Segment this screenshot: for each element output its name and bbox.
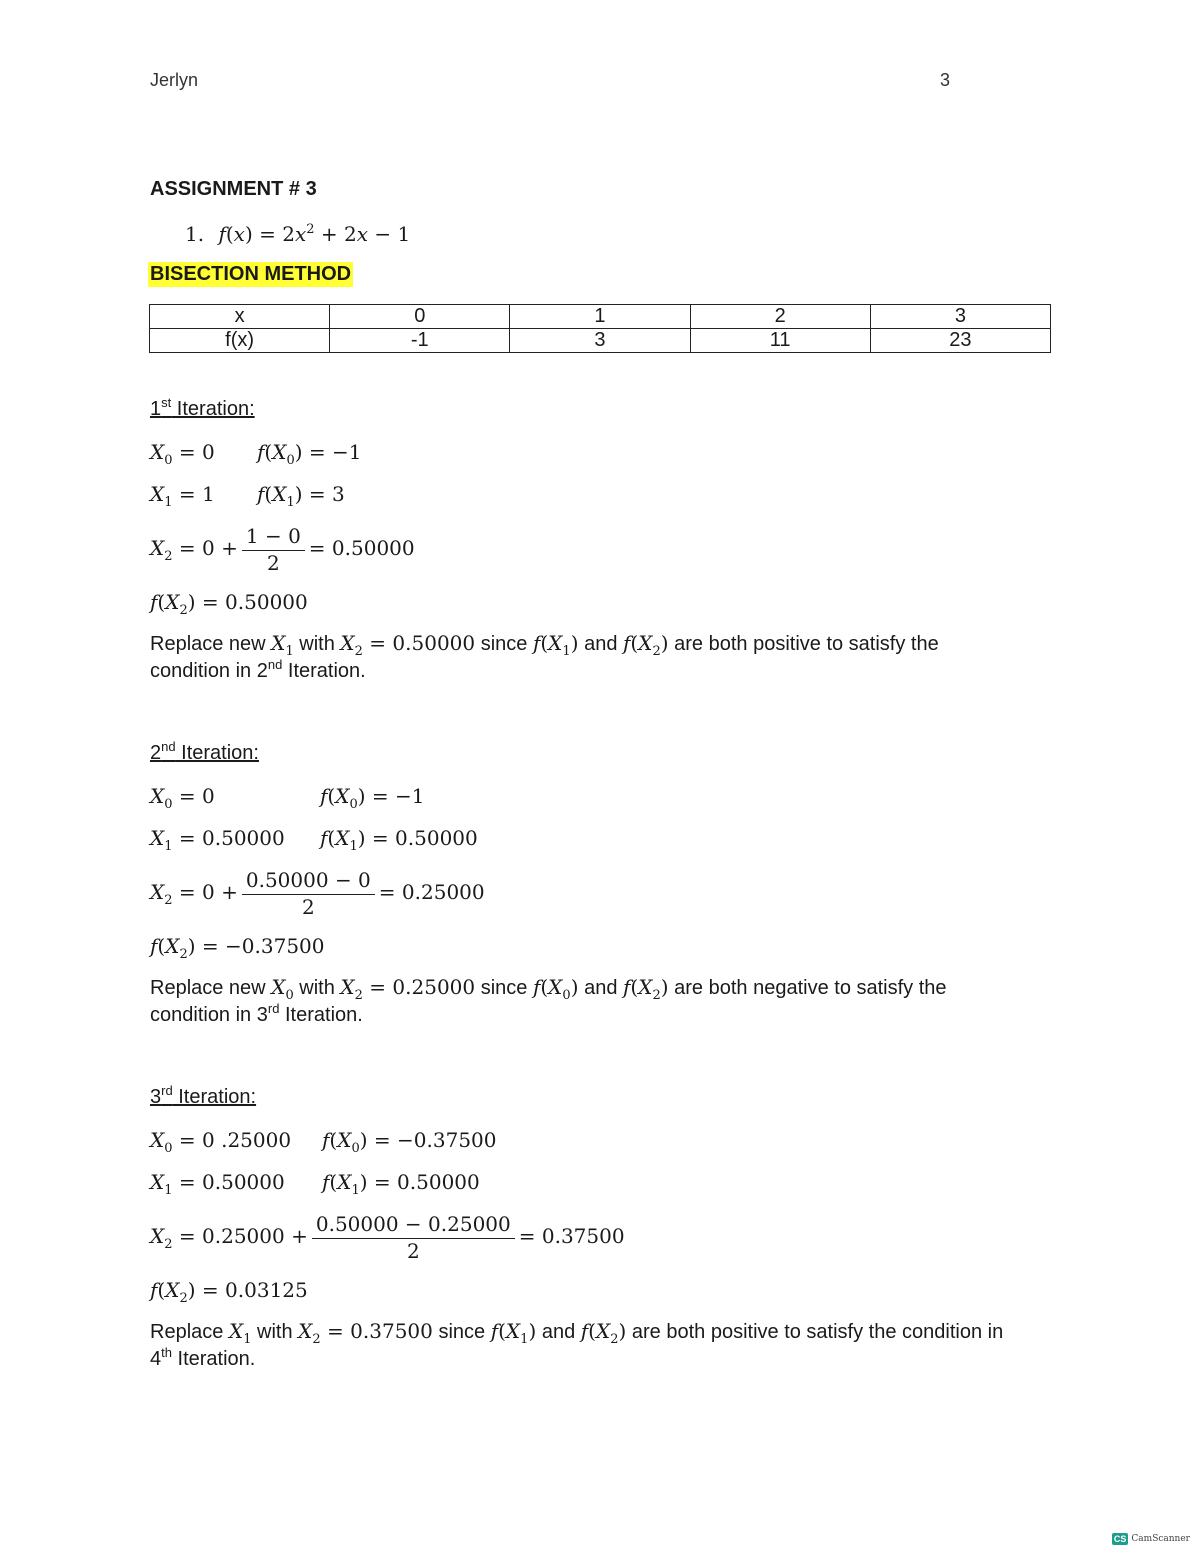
iteration-3-x2-formula: $X_2 = 0.25000$ + $\frac{0.50000 - 0.25000}{2}$ = 0.37500 xyxy=(150,1212,625,1263)
method-title: BISECTION METHOD xyxy=(150,263,352,285)
iteration-3-fx0: $f(X_0) = -0.37500$ xyxy=(322,1128,497,1156)
iteration-1-x0: $X_0 = 0$ xyxy=(150,440,215,468)
table-cell: -1 xyxy=(330,329,510,353)
camscanner-watermark xyxy=(1112,1533,1190,1545)
iteration-2-title: 2nd Iteration: xyxy=(150,739,259,764)
table-cell: 23 xyxy=(870,329,1050,353)
header-right-fragment: 3 xyxy=(940,70,951,90)
table-row-label: x xyxy=(150,305,330,329)
iteration-2-x0: $X_0 = 0$ xyxy=(150,784,215,812)
camscanner-brand: CamScanner xyxy=(1131,1534,1190,1544)
iteration-1-x2-formula: $X_2 = 0$ + $\frac{1 - 0}{2}$ = 0.50000 xyxy=(150,524,415,575)
table-cell: 11 xyxy=(690,329,870,353)
iteration-1-x1: $X_1 = 1$ xyxy=(150,482,215,510)
iteration-2-fraction: $\frac{0.50000 - 0}{2}$ xyxy=(242,868,375,919)
table-cell: 3 xyxy=(870,305,1050,329)
camscanner-logo-icon: CS xyxy=(1113,1534,1127,1544)
problem-statement: 1. $f(x) = 2x^2 + 2x - 1$ xyxy=(185,222,411,246)
iteration-3-fx1: $f(X_1) = 0.50000$ xyxy=(322,1170,480,1198)
iteration-3-x0: $X_0 = 0$ .25000 xyxy=(150,1128,292,1156)
table-cell: 0 xyxy=(330,305,510,329)
iteration-1-title: 1st Iteration: xyxy=(150,395,255,420)
iteration-2-x2-formula: $X_2 = 0$ + $\frac{0.50000 - 0}{2}$ = 0.25000 xyxy=(150,868,485,919)
iteration-2-fx0: $f(X_0) = -1$ xyxy=(320,784,425,812)
iteration-1-note: Replace new $X_1$ with $X_2 = 0.50000$ since $f(X_1)$ and $f(X_2)$ are both positive to satisfy the condition in 2nd Iteration. xyxy=(150,631,939,682)
iteration-2-x1: $X_1 = 0.50000$ xyxy=(150,826,285,854)
assignment-title: ASSIGNMENT # 3 xyxy=(150,178,317,200)
iteration-1-fx1: $f(X_1) = 3$ xyxy=(257,482,345,510)
table-cell: 3 xyxy=(510,329,690,353)
iteration-1-fraction: $\frac{1 - 0}{2}$ xyxy=(242,524,305,575)
iteration-3-x1: $X_1 = 0.50000$ xyxy=(150,1170,285,1198)
table-row-fx xyxy=(150,329,1051,353)
iteration-2-fx2: $f(X_2) = -0.37500$ xyxy=(150,934,325,962)
table-cell: 2 xyxy=(690,305,870,329)
iteration-2-note: Replace new $X_0$ with $X_2 = 0.25000$ since $f(X_0)$ and $f(X_2)$ are both negative to satisfy the condition in 3rd Iteration. xyxy=(150,975,947,1026)
iteration-1-fx2: $f(X_2) = 0.50000$ xyxy=(150,590,308,618)
table-cell: 1 xyxy=(510,305,690,329)
iteration-1-fx0: $f(X_0) = -1$ xyxy=(257,440,362,468)
problem-number: 1. xyxy=(185,222,205,246)
table-row-x xyxy=(150,305,1051,329)
iteration-3-fx2: $f(X_2) = 0.03125$ xyxy=(150,1278,308,1306)
function-value-table xyxy=(149,304,1051,353)
iteration-3-title: 3rd Iteration: xyxy=(150,1083,257,1108)
table-row-label: f(x) xyxy=(150,329,330,353)
iteration-3-fraction: $\frac{0.50000 - 0.25000}{2}$ xyxy=(312,1212,515,1263)
iteration-2-fx1: $f(X_1) = 0.50000$ xyxy=(320,826,478,854)
header-left-fragment: Jerlyn xyxy=(150,70,199,90)
iteration-3-note: Replace $X_1$ with $X_2 = 0.37500$ since $f(X_1)$ and $f(X_2)$ are both positive to satisfy the condition in 4th Iteration. xyxy=(150,1319,1004,1370)
